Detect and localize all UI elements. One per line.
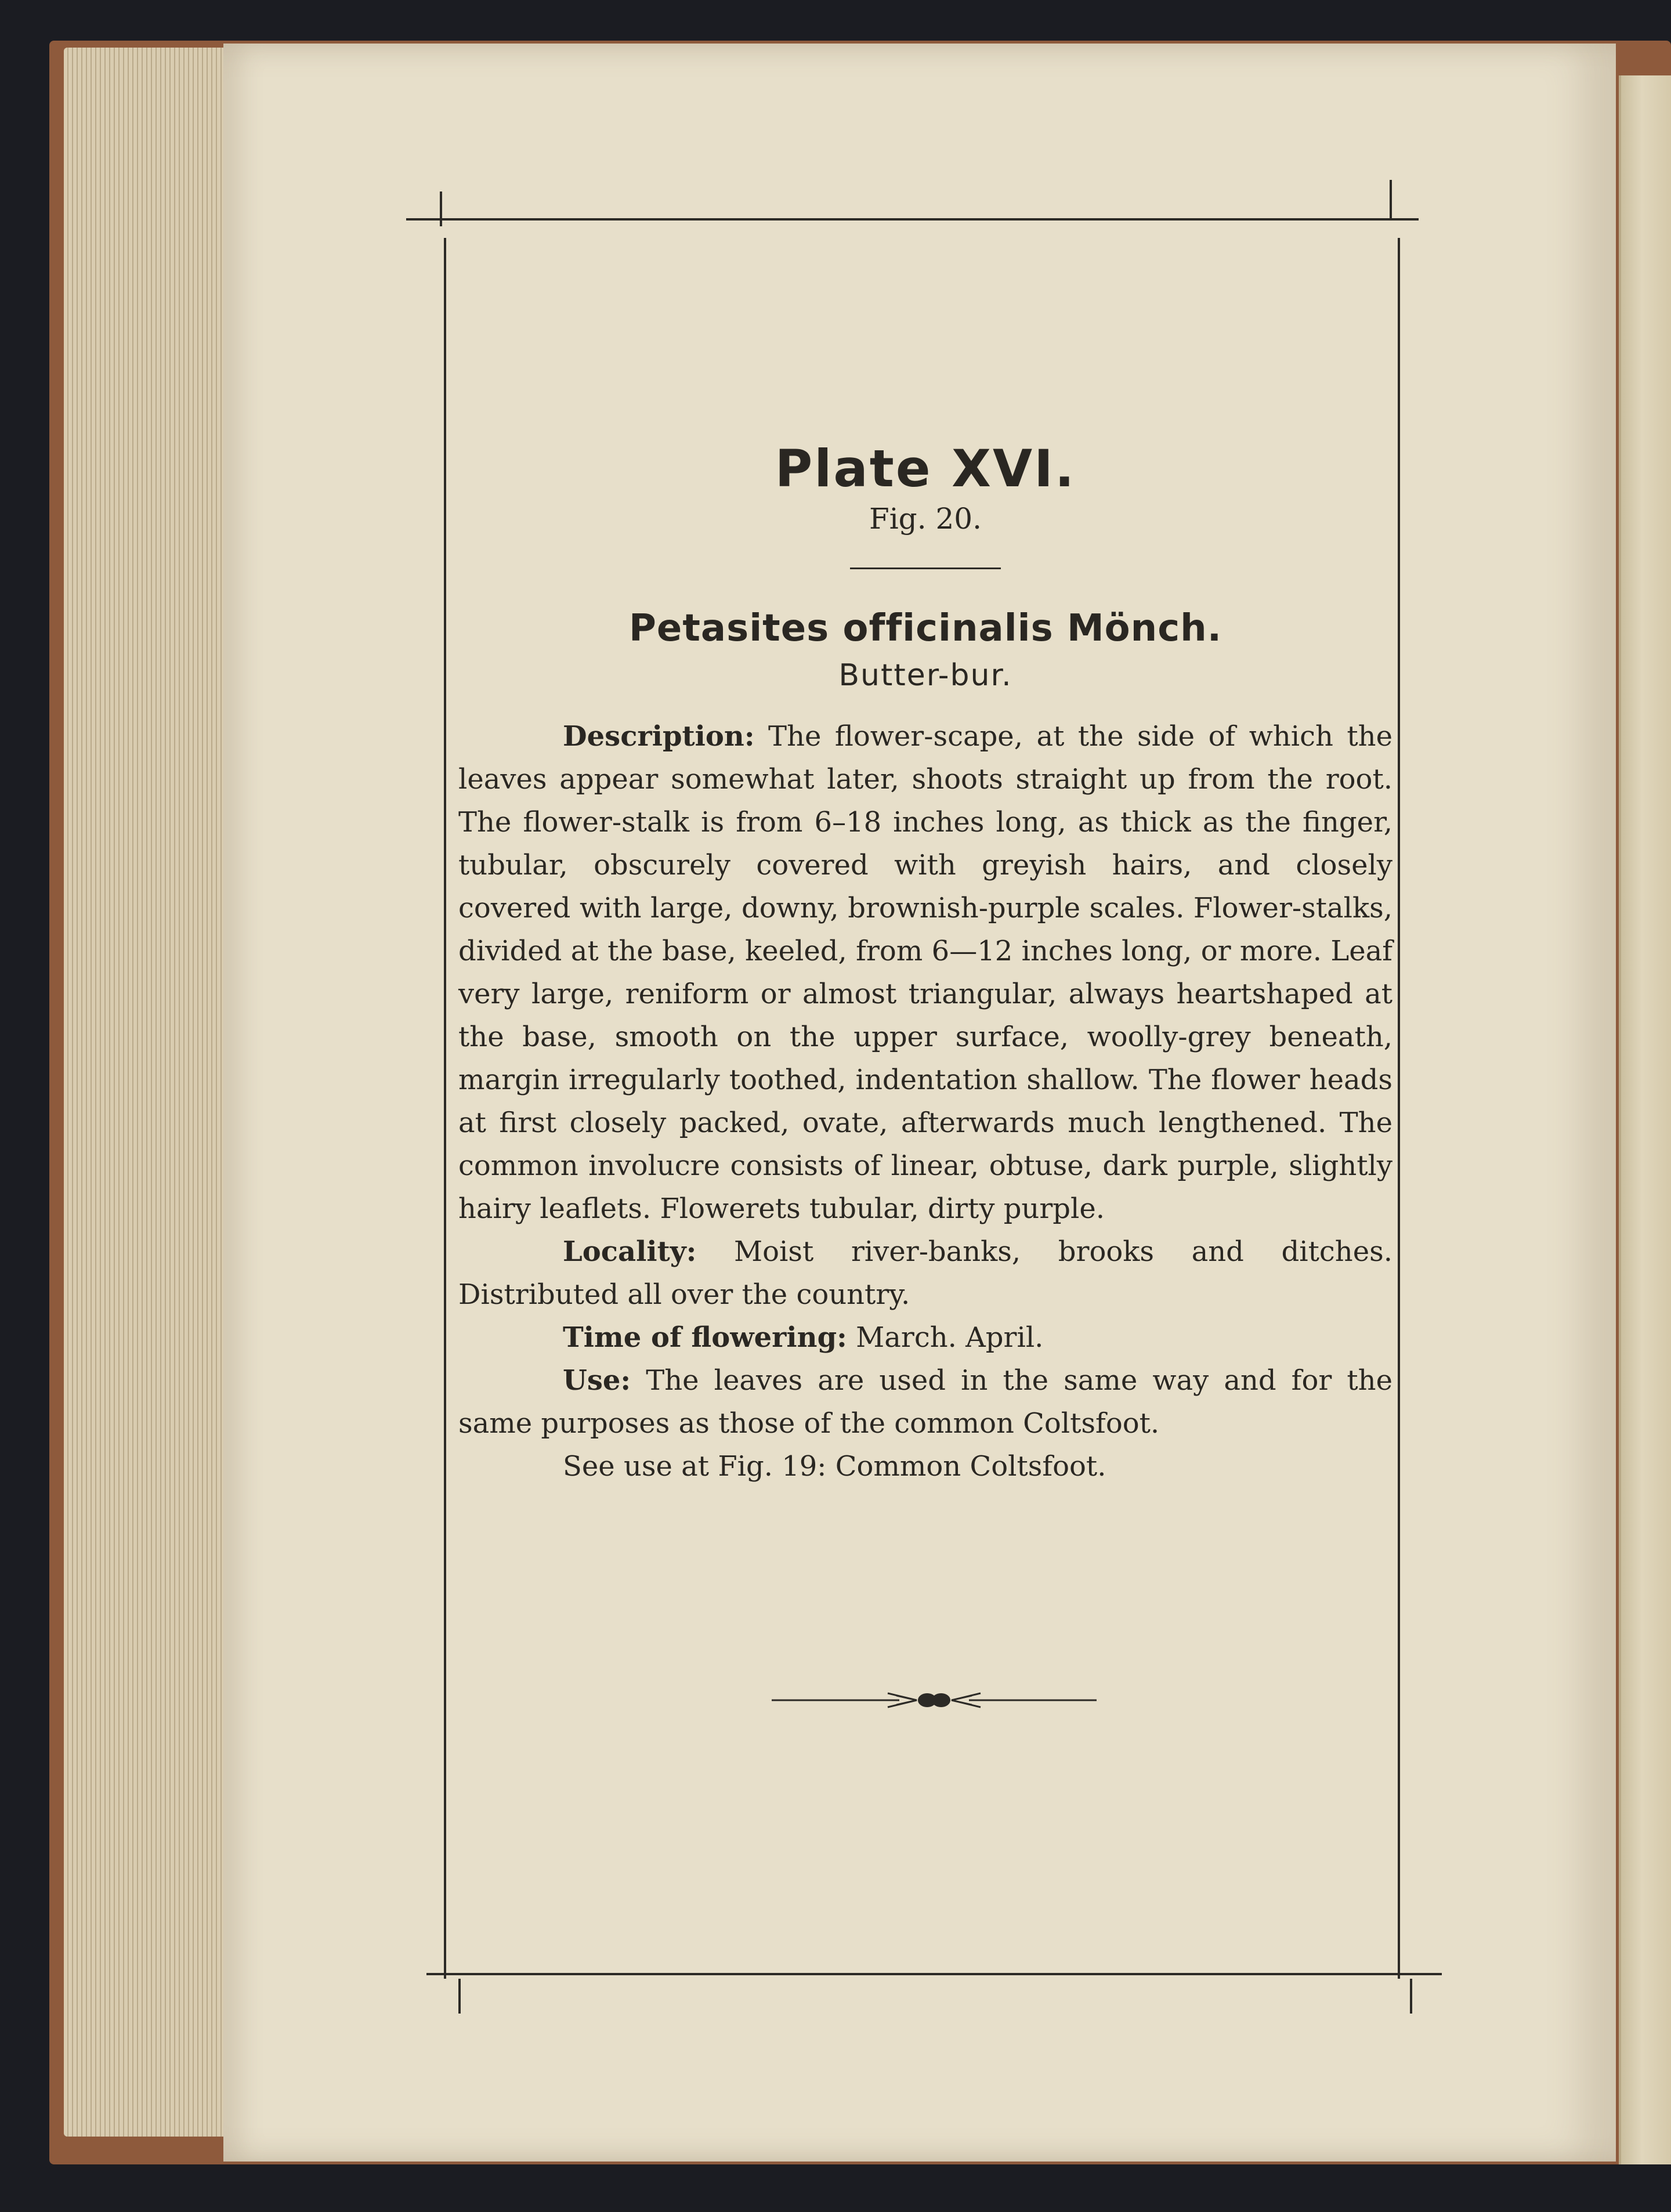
page-content [458,441,1392,1488]
latin-name: Petasites officinalis Mönch. [629,606,1222,650]
see-also-text: See use at Fig. 19: Common Coltsfoot. [563,1450,1106,1483]
use-label: Use: [563,1364,631,1397]
frame-bottom-rule [426,1973,1442,1975]
corner-tick-top-left [440,191,442,226]
locality-paragraph [458,1230,1392,1316]
title-divider [850,568,1001,569]
common-name: Butter-bur. [838,657,1012,693]
corner-tick-bottom-left [458,1979,461,2014]
plate-title: Plate XVI. [775,439,1076,498]
see-also-paragraph [458,1445,1392,1488]
flowering-label: Time of flowering: [563,1321,847,1354]
use-text: The leaves are used in the same way and for the same purposes as those of the common Coltsfoot. [458,1364,1392,1440]
description-label: Description: [563,720,755,753]
page-edges [64,48,238,2137]
description-text: The flower-scape, at the side of which the leaves appear somewhat later, shoots straight up from the root. The flower-stalk is from 6–18 inches long, as thick as the finger, tubular, obscurely covered with greyish hairs, and closely covered with large, downy, brownish-purple scales. Flower-stalks, divided at the base, keeled, from 6—12 inches long, or more. Leaf very large, reniform or almost triangular, always heartshaped at the base, smooth on the upper surface, woolly-grey beneath, margin irregularly toothed, indentation shallow. The flower heads at first closely packed, ovate, afterwards much lengthened. The common involucre consists of linear, obtuse, dark purple, slightly hairy leaflets. Flowerets tubular, dirty purple. [458,720,1392,1225]
locality-label: Locality: [563,1235,697,1268]
description-paragraph [458,715,1392,1230]
next-page-edge [1619,75,1671,2164]
ornament-divider-icon [772,1683,1097,1718]
figure-label: Fig. 20. [869,501,982,536]
corner-tick-bottom-right [1410,1979,1412,2014]
corner-tick-top-right [1390,180,1392,221]
flowering-paragraph [458,1316,1392,1359]
flowering-text: March. April. [856,1321,1044,1354]
locality-text: Moist river-banks, brooks and ditches. Distributed all over the country. [458,1235,1392,1311]
use-paragraph [458,1359,1392,1445]
frame-top-rule [406,218,1419,221]
